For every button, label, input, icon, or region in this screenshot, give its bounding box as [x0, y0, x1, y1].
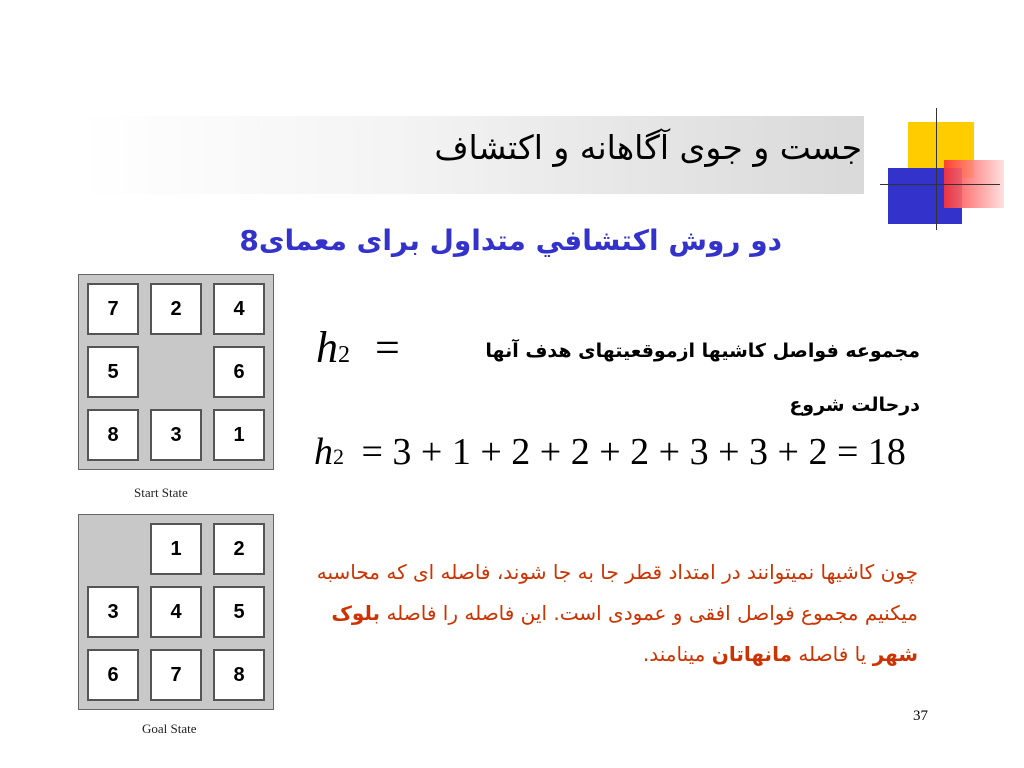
tile: 2: [213, 523, 265, 575]
city-block-term: بلوک شهر: [331, 601, 918, 666]
h2-expression: = 3 + 1 + 2 + 2 + 2 + 3 + 3 + 2 = 18: [361, 431, 906, 473]
tile: 6: [87, 649, 139, 701]
h-symbol: h: [314, 431, 333, 473]
blank-tile: [150, 346, 202, 398]
tile: 3: [87, 586, 139, 638]
start-state-board: [78, 274, 274, 470]
slide-subtitle: دو روش اکتشافي متداول برای معمای8: [239, 224, 782, 257]
tile: 6: [213, 346, 265, 398]
manhattan-term: مانهاتان: [711, 642, 792, 666]
equals-sign: =: [375, 323, 400, 372]
start-state-caption: Start State: [134, 485, 188, 500]
paragraph-text: یا فاصله: [798, 642, 867, 666]
h2-definition: [316, 322, 400, 373]
explanation-paragraph: [296, 552, 918, 675]
goal-state-caption: Goal State: [142, 721, 197, 736]
tile: 8: [213, 649, 265, 701]
h-symbol: h: [316, 323, 338, 372]
tile: 4: [150, 586, 202, 638]
h-subscript: 2: [333, 444, 344, 469]
slide-number: 37: [913, 708, 928, 724]
h2-computation: [314, 430, 906, 474]
tile: 8: [87, 409, 139, 461]
tile: 2: [150, 283, 202, 335]
tile: 5: [213, 586, 265, 638]
tile: 1: [213, 409, 265, 461]
h-subscript: 2: [338, 342, 350, 368]
formula-description-line2: درحالت شروع: [789, 394, 920, 416]
paragraph-text: مینامند.: [642, 642, 706, 666]
tile: 1: [150, 523, 202, 575]
formula-description-line1: مجموعه فواصل کاشیها ازموقعیتهای هدف آنها: [485, 340, 920, 362]
tile: 7: [150, 649, 202, 701]
decorative-corner-graphic: [880, 108, 1000, 230]
tile: 3: [150, 409, 202, 461]
slide-title: جست و جوی آگاهانه و اکتشاف: [434, 128, 862, 167]
goal-state-board: [78, 514, 274, 710]
blank-tile: [87, 523, 139, 575]
tile: 5: [87, 346, 139, 398]
paragraph-text: چون کاشیها نمیتوانند در امتداد قطر جا به جا شوند، فاصله ای که محاسبه میکنیم مجموع فواصل افقی و عمودی است. این فاصله را فاصله: [316, 560, 918, 625]
tile: 7: [87, 283, 139, 335]
tile: 4: [213, 283, 265, 335]
